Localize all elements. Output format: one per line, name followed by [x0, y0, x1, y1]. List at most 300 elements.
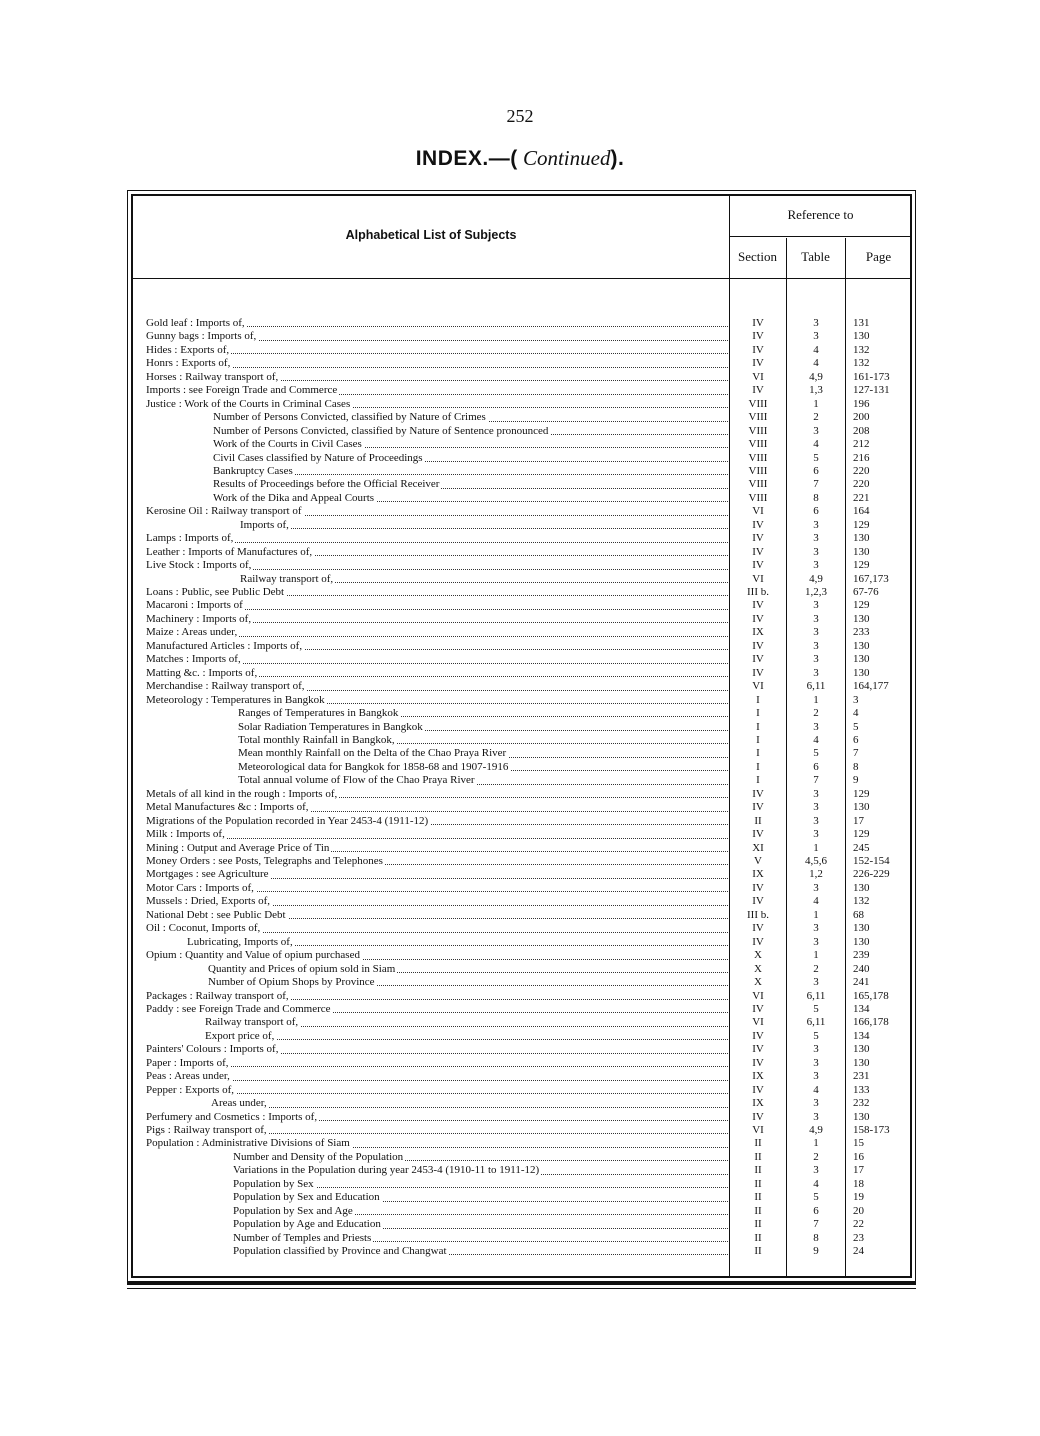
leader-dots — [240, 528, 728, 529]
table-row — [0, 1232, 1040, 1245]
section-cell: VI — [752, 1016, 764, 1029]
subject-text: Metal Manufactures &c : Imports of, — [146, 801, 309, 814]
section-cell: I — [756, 733, 760, 746]
section-cell: IV — [752, 612, 764, 625]
section-cell: VI — [752, 680, 764, 693]
table-cell: 3 — [813, 532, 819, 545]
table-cell: 4,5,6 — [805, 855, 827, 867]
table-row — [0, 559, 1040, 572]
subject-cell — [146, 828, 728, 841]
page-cell: 161-173 — [853, 370, 890, 383]
table-cell: 4 — [813, 1177, 819, 1190]
table-row — [0, 1218, 1040, 1231]
subject-cell — [146, 613, 728, 626]
section-cell: I — [756, 747, 760, 760]
subject-text: Quantity and Prices of opium sold in Siam — [208, 962, 396, 975]
section-cell: I — [756, 774, 760, 787]
section-cell: IV — [752, 384, 764, 397]
table-row — [0, 653, 1040, 666]
subject-text: Matting &c. : Imports of, — [146, 666, 258, 679]
subject-cell — [146, 559, 728, 572]
table-cell: 3 — [813, 787, 819, 800]
table-row — [0, 384, 1040, 397]
table-row — [0, 1016, 1040, 1029]
subject-cell — [146, 1178, 728, 1191]
section-cell: V — [754, 855, 762, 867]
table-row — [0, 425, 1040, 438]
section-cell: X — [754, 949, 762, 962]
subject-text: Ranges of Temperatures in Bangkok — [238, 707, 399, 720]
section-cell: IV — [752, 787, 764, 800]
table-cell: 6,11 — [806, 1016, 826, 1029]
page-cell: 158-173 — [853, 1124, 890, 1136]
subject-cell — [146, 949, 728, 962]
table-row — [0, 936, 1040, 949]
table-cell: 3 — [813, 1043, 819, 1056]
header-table: Table — [801, 249, 830, 264]
subject-cell — [146, 694, 728, 707]
table-cell: 1 — [813, 949, 819, 962]
subject-text: Meteorological data for Bangkok for 1858-68 and 1907-1916 — [238, 760, 509, 773]
page-cell: 127-131 — [853, 384, 890, 397]
subject-cell — [146, 922, 728, 935]
subject-text: Population classified by Province and Changwat — [233, 1245, 447, 1258]
page-cell: 130 — [853, 532, 870, 545]
table-row — [0, 909, 1040, 922]
subject-text: Bankruptcy Cases — [213, 464, 293, 477]
table-row — [0, 452, 1040, 465]
table-cell: 3 — [813, 1056, 819, 1069]
section-cell: IV — [752, 881, 764, 894]
section-cell: VIII — [748, 397, 768, 410]
page-cell: 167,173 — [853, 572, 889, 585]
page-cell: 130 — [853, 330, 870, 343]
subject-cell — [146, 1043, 728, 1056]
table-row — [0, 990, 1040, 1003]
subject-text: Imports of, — [240, 518, 289, 531]
section-cell: IV — [752, 1029, 764, 1042]
section-cell: IV — [752, 559, 764, 572]
page-cell: 239 — [853, 949, 870, 962]
bottom-rule-thin — [127, 1288, 916, 1289]
section-cell: IV — [752, 317, 764, 329]
subject-text: Pepper : Exports of, — [146, 1083, 234, 1096]
section-cell: IV — [752, 343, 764, 356]
section-cell: VIII — [748, 491, 768, 504]
table-row — [0, 949, 1040, 962]
subject-text: Population by Age and Education — [233, 1218, 381, 1231]
page-cell: 212 — [853, 438, 870, 451]
subject-text: Mortgages : see Agriculture — [146, 868, 269, 881]
subject-cell — [146, 1191, 728, 1204]
subject-cell — [146, 384, 728, 397]
subject-text: Macaroni : Imports of — [146, 599, 243, 612]
table-row — [0, 317, 1040, 330]
table-row — [0, 842, 1040, 855]
subject-text: Painters' Colours : Imports of, — [146, 1043, 279, 1056]
section-cell: IX — [752, 868, 764, 881]
subject-text: Gunny bags : Imports of, — [146, 330, 257, 343]
subject-cell — [146, 1137, 728, 1150]
subject-cell — [146, 1205, 728, 1218]
page-cell: 241 — [853, 976, 870, 989]
section-cell: III b. — [747, 908, 769, 921]
subject-cell — [146, 1003, 728, 1016]
table-row — [0, 761, 1040, 774]
title-main: INDEX.—( — [415, 147, 518, 170]
subject-cell — [146, 895, 728, 908]
page-cell: 240 — [853, 962, 870, 975]
leader-dots — [146, 367, 728, 368]
subject-text: Honrs : Exports of, — [146, 357, 231, 370]
section-cell: II — [754, 1245, 762, 1258]
table-cell: 5 — [813, 451, 819, 464]
subject-cell — [146, 990, 728, 1003]
section-cell: II — [754, 814, 762, 827]
subject-text: Live Stock : Imports of, — [146, 559, 252, 572]
page-cell: 16 — [853, 1150, 864, 1163]
page-cell: 130 — [853, 666, 870, 679]
page-cell: 226-229 — [853, 868, 890, 881]
page-cell: 132 — [853, 343, 870, 356]
subject-text: Loans : Public, see Public Debt — [146, 586, 285, 598]
table-cell: 3 — [813, 559, 819, 572]
section-cell: IV — [752, 357, 764, 370]
page-cell: 130 — [853, 1043, 870, 1056]
table-row — [0, 1057, 1040, 1070]
page-cell: 130 — [853, 801, 870, 814]
subject-cell — [146, 1232, 728, 1245]
table-row — [0, 505, 1040, 518]
subject-cell — [146, 492, 728, 505]
subject-text: Number of Opium Shops by Province — [208, 976, 375, 989]
section-cell: I — [756, 707, 760, 720]
section-cell: VIII — [748, 464, 768, 477]
page-cell: 245 — [853, 841, 870, 854]
table-cell: 3 — [813, 666, 819, 679]
subject-cell — [146, 478, 728, 491]
subject-text: Work of the Dika and Appeal Courts — [213, 491, 375, 504]
subject-text: Justice : Work of the Courts in Criminal Cases — [146, 397, 351, 410]
subject-cell — [146, 586, 728, 599]
subject-text: Population by Sex — [233, 1177, 314, 1190]
page-cell: 152-154 — [853, 855, 890, 867]
section-cell: II — [754, 1177, 762, 1190]
table-row — [0, 801, 1040, 814]
subject-cell — [146, 707, 728, 720]
table-row — [0, 1097, 1040, 1110]
page-cell: 130 — [853, 881, 870, 894]
section-cell: VI — [752, 1124, 764, 1136]
subject-cell — [146, 640, 728, 653]
subject-cell — [146, 1111, 728, 1124]
leader-dots — [211, 1107, 728, 1108]
table-cell: 3 — [813, 976, 819, 989]
table-row — [0, 1124, 1040, 1137]
table-cell: 3 — [813, 801, 819, 814]
subject-cell — [146, 344, 728, 357]
subject-cell — [146, 573, 728, 586]
subject-cell — [146, 788, 728, 801]
subject-text: Perfumery and Cosmetics : Imports of, — [146, 1110, 318, 1123]
section-cell: VI — [752, 505, 764, 518]
subject-text: Work of the Courts in Civil Cases — [213, 438, 362, 451]
subject-text: Railway transport of, — [205, 1016, 299, 1029]
subject-text: Number and Density of the Population — [233, 1150, 404, 1163]
table-row — [0, 1191, 1040, 1204]
page-cell: 6 — [853, 733, 859, 746]
page-cell: 130 — [853, 545, 870, 558]
table-row — [0, 344, 1040, 357]
table-row — [0, 546, 1040, 559]
table-cell: 1 — [813, 841, 819, 854]
table-row — [0, 976, 1040, 989]
subject-cell — [146, 963, 728, 976]
page-cell: 231 — [853, 1070, 870, 1083]
table-cell: 3 — [813, 922, 819, 935]
page-cell: 67-76 — [853, 586, 879, 598]
leader-dots — [146, 1066, 728, 1067]
table-cell: 7 — [813, 1218, 819, 1231]
section-cell: IV — [752, 1083, 764, 1096]
subject-cell — [146, 721, 728, 734]
page-cell: 9 — [853, 774, 859, 787]
table-cell: 4,9 — [809, 572, 823, 585]
table-row — [0, 371, 1040, 384]
table-cell: 3 — [813, 1110, 819, 1123]
page-cell: 19 — [853, 1191, 864, 1204]
table-row — [0, 1164, 1040, 1177]
page-cell: 130 — [853, 935, 870, 948]
subject-text: Lamps : Imports of, — [146, 532, 234, 545]
subject-text: Lubricating, Imports of, — [187, 935, 293, 948]
subject-text: Packages : Railway transport of, — [146, 989, 289, 1002]
subject-text: Solar Radiation Temperatures in Bangkok — [238, 720, 423, 733]
table-row — [0, 680, 1040, 693]
header-page: Page — [865, 249, 892, 264]
table-row — [0, 1030, 1040, 1043]
section-cell: X — [754, 962, 762, 975]
table-cell: 5 — [813, 1029, 819, 1042]
page-cell: 129 — [853, 599, 870, 612]
reference-header-rule — [729, 236, 912, 237]
table-row — [0, 694, 1040, 707]
subject-cell — [146, 546, 728, 559]
subject-text: Money Orders : see Posts, Telegraphs and Telephones — [146, 855, 383, 867]
page-cell: 132 — [853, 895, 870, 908]
section-cell: I — [756, 760, 760, 773]
table-cell: 7 — [813, 478, 819, 491]
section-cell: IV — [752, 545, 764, 558]
subject-cell — [146, 1218, 728, 1231]
subject-text: Population by Sex and Age — [233, 1204, 353, 1217]
section-cell: IV — [752, 922, 764, 935]
page-cell: 133 — [853, 1083, 870, 1096]
subject-text: Results of Proceedings before the Official Receiver — [213, 478, 440, 491]
table-row — [0, 573, 1040, 586]
section-cell: IX — [752, 1070, 764, 1083]
subject-cell — [146, 909, 728, 922]
subject-text: Gold leaf : Imports of, — [146, 317, 245, 329]
title-italic: Continued — [517, 146, 611, 170]
subject-cell — [146, 452, 728, 465]
subject-text: Horses : Railway transport of, — [146, 370, 279, 383]
subject-text: Machinery : Imports of, — [146, 612, 252, 625]
page-cell: 130 — [853, 639, 870, 652]
table-row — [0, 532, 1040, 545]
table-row — [0, 895, 1040, 908]
table-cell: 4 — [813, 343, 819, 356]
section-cell: VIII — [748, 451, 768, 464]
table-cell: 4 — [813, 733, 819, 746]
table-cell: 3 — [813, 612, 819, 625]
subject-cell — [146, 1097, 728, 1110]
page-cell: 200 — [853, 411, 870, 424]
table-cell: 3 — [813, 814, 819, 827]
table-row — [0, 1111, 1040, 1124]
subject-cell — [146, 411, 728, 424]
table-row — [0, 465, 1040, 478]
page-cell: 232 — [853, 1097, 870, 1110]
subject-text: Number of Persons Convicted, classified by Nature of Sentence pronounced — [213, 424, 549, 437]
subject-cell — [146, 667, 728, 680]
section-cell: I — [756, 693, 760, 706]
leader-dots — [146, 1080, 728, 1081]
subject-text: Metals of all kind in the rough : Imports of, — [146, 787, 338, 800]
table-cell: 3 — [813, 935, 819, 948]
table-cell: 3 — [813, 1164, 819, 1177]
page-cell: 132 — [853, 357, 870, 370]
section-cell: XI — [752, 841, 764, 854]
subject-cell — [146, 599, 728, 612]
page-cell: 7 — [853, 747, 859, 760]
header-subjects: Alphabetical List of Subjects — [345, 228, 517, 242]
table-row — [0, 667, 1040, 680]
page-cell: 134 — [853, 1002, 870, 1015]
table-cell: 3 — [813, 639, 819, 652]
table-cell: 5 — [813, 1191, 819, 1204]
section-cell: IV — [752, 653, 764, 666]
table-cell: 3 — [813, 881, 819, 894]
section-cell: VI — [752, 989, 764, 1002]
subject-text: Migrations of the Population recorded in Year 2453-4 (1911-12) — [146, 814, 429, 827]
subject-text: Leather : Imports of Manufactures of, — [146, 545, 313, 558]
subject-cell — [146, 842, 728, 855]
subject-text: Oil : Coconut, Imports of, — [146, 922, 261, 935]
leader-dots — [146, 353, 728, 354]
subject-cell — [146, 868, 728, 881]
table-cell: 4,9 — [809, 1124, 823, 1136]
table-cell: 3 — [813, 626, 819, 639]
title-end: ). — [610, 147, 625, 170]
subject-text: Railway transport of, — [240, 572, 334, 585]
header-bottom-rule — [133, 278, 912, 279]
page-cell: 130 — [853, 653, 870, 666]
leader-dots — [205, 1039, 728, 1040]
table-row — [0, 492, 1040, 505]
table-cell: 4 — [813, 438, 819, 451]
table-row — [0, 1178, 1040, 1191]
subject-text: Paddy : see Foreign Trade and Commerce — [146, 1002, 331, 1015]
subject-cell — [146, 976, 728, 989]
page-cell: 23 — [853, 1231, 864, 1244]
table-row — [0, 882, 1040, 895]
subject-cell — [146, 936, 728, 949]
table-row — [0, 721, 1040, 734]
table-cell: 6 — [813, 760, 819, 773]
page-cell: 130 — [853, 1110, 870, 1123]
page-cell: 220 — [853, 478, 870, 491]
page-cell: 130 — [853, 922, 870, 935]
page-cell: 220 — [853, 464, 870, 477]
table-row — [0, 1003, 1040, 1016]
subject-cell — [146, 330, 728, 343]
section-cell: II — [754, 1191, 762, 1204]
section-cell: IV — [752, 935, 764, 948]
leader-dots — [146, 838, 728, 839]
header-reference: Reference to — [787, 207, 854, 222]
table-row — [0, 1043, 1040, 1056]
table-row — [0, 1245, 1040, 1258]
page-cell: 15 — [853, 1137, 864, 1150]
subject-text: Export price of, — [205, 1029, 275, 1042]
section-cell: II — [754, 1204, 762, 1217]
section-cell: X — [754, 976, 762, 989]
subject-text: Matches : Imports of, — [146, 653, 241, 666]
header-section: Section — [738, 249, 777, 264]
subject-cell — [146, 747, 728, 760]
page-cell: 196 — [853, 397, 870, 410]
table-row — [0, 963, 1040, 976]
table-row — [0, 1070, 1040, 1083]
page-cell: 134 — [853, 1029, 870, 1042]
table-cell: 4 — [813, 895, 819, 908]
subject-text: Variations in the Population during year 2453-4 (1910-11 to 1911-12) — [233, 1164, 540, 1177]
table-cell: 2 — [813, 962, 819, 975]
table-row — [0, 707, 1040, 720]
section-cell: VIII — [748, 424, 768, 437]
table-cell: 1 — [813, 908, 819, 921]
subject-cell — [146, 532, 728, 545]
table-cell: 8 — [813, 1231, 819, 1244]
subject-text: Population : Administrative Divisions of Siam — [146, 1137, 350, 1150]
section-cell: IV — [752, 1043, 764, 1056]
subject-cell — [146, 815, 728, 828]
table-row — [0, 828, 1040, 841]
subject-text: Total monthly Rainfall in Bangkok, — [238, 733, 395, 746]
table-cell: 1,2 — [809, 868, 823, 881]
table-cell: 2 — [813, 1150, 819, 1163]
subject-cell — [146, 626, 728, 639]
subject-cell — [146, 882, 728, 895]
section-cell: VI — [752, 370, 764, 383]
section-cell: VI — [752, 572, 764, 585]
section-cell: IV — [752, 639, 764, 652]
section-cell: IV — [752, 828, 764, 841]
table-row — [0, 330, 1040, 343]
subject-text: Mussels : Dried, Exports of, — [146, 895, 271, 908]
table-cell: 1 — [813, 693, 819, 706]
page-cell: 216 — [853, 451, 870, 464]
subject-text: Imports : see Foreign Trade and Commerce — [146, 384, 338, 397]
subject-text: Peas : Areas under, — [146, 1070, 230, 1083]
table-cell: 8 — [813, 491, 819, 504]
page-cell: 131 — [853, 317, 870, 329]
subject-text: Civil Cases classified by Nature of Proceedings — [213, 451, 423, 464]
page-cell: 17 — [853, 814, 864, 827]
section-cell: VIII — [748, 478, 768, 491]
table-row — [0, 626, 1040, 639]
